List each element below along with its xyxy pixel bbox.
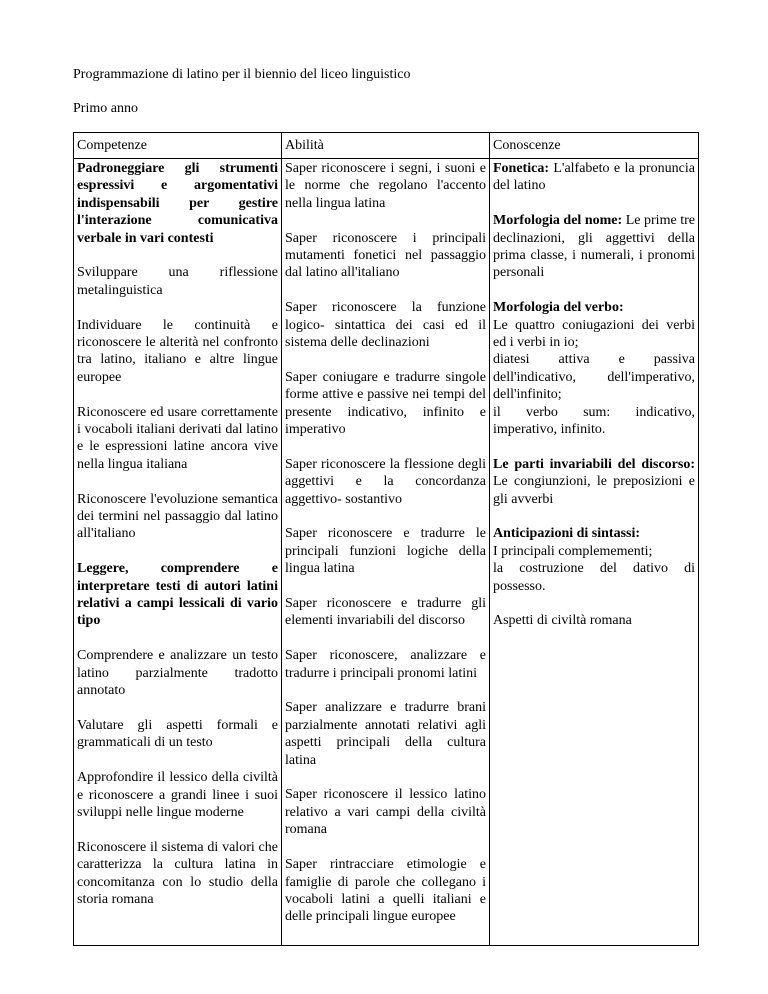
conoscenza-text: L'alfabeto e la pronuncia del latino xyxy=(493,161,695,194)
conoscenza-text: Le prime tre declinazioni, gli aggettivi della prima classe, i numerali, i pronomi personali xyxy=(493,213,695,281)
competenza-item: Padroneggiare gli strumenti espressivi e argomentativi indispensabili per gestire l'interazione comunicativa verbale in vari contesti xyxy=(77,161,278,246)
conoscenza-morfologia-nome xyxy=(493,212,695,282)
conoscenza-heading: Anticipazioni di sintassi: xyxy=(493,526,641,542)
conoscenza-text: Le congiunzioni, le preposizioni e gli avverbi xyxy=(493,474,695,507)
abilita-item: Saper riconoscere e tradurre le principali funzioni logiche della lingua latina xyxy=(285,526,486,577)
abilita-item: Saper analizzare e tradurre brani parzialmente annotati relativi agli aspetti principali della cultura latina xyxy=(285,700,486,768)
conoscenza-heading: Morfologia del verbo: xyxy=(493,300,624,316)
competenza-item: Riconoscere l'evoluzione semantica dei termini nel passaggio dal latino all'italiano xyxy=(77,491,278,542)
abilita-item: Saper riconoscere, analizzare e tradurre i principali pronomi latini xyxy=(285,648,486,681)
competenza-item: Riconoscere ed usare correttamente i vocaboli italiani derivati dal latino e le espressioni latine ancora vive nella lingua italiana xyxy=(77,404,278,472)
competenze-cell xyxy=(74,159,282,946)
conoscenza-line: diatesi attiva e passiva dell'indicativo, dell'imperativo, dell'infinito; xyxy=(493,352,695,403)
conoscenza-heading: Fonetica: xyxy=(493,161,549,176)
abilita-item: Saper riconoscere la funzione logico- sintattica dei casi ed il sistema delle declinazioni xyxy=(285,300,486,351)
header-conoscenze: Conoscenze xyxy=(490,133,699,159)
competenza-item: Leggere, comprendere e interpretare testi di autori latini relativi a campi lessicali di vario tipo xyxy=(77,561,278,629)
abilita-item: Saper riconoscere e tradurre gli elementi invariabili del discorso xyxy=(285,596,486,629)
curriculum-table xyxy=(73,132,699,946)
document-title: Programmazione di latino per il biennio del liceo linguistico xyxy=(73,67,411,82)
abilita-item: Saper rintracciare etimologie e famiglie di parole che collegano i vocaboli latini a quelli italiani e delle principali lingue europee xyxy=(285,857,486,925)
conoscenza-line: il verbo sum: indicativo, imperativo, infinito. xyxy=(493,404,695,438)
conoscenza-line: Le quattro coniugazioni dei verbi ed i verbi in io; xyxy=(493,317,695,351)
table-row xyxy=(74,159,699,946)
competenza-item: Approfondire il lessico della civiltà e riconoscere a grandi linee i suoi sviluppi nelle lingue moderne xyxy=(77,770,278,820)
conoscenza-heading: Le parti invariabili del discorso: xyxy=(493,456,695,472)
conoscenza-sintassi xyxy=(493,525,695,595)
header-abilita: Abilità xyxy=(282,133,490,159)
abilita-cell xyxy=(282,159,490,946)
competenza-item: Comprendere e analizzare un testo latino parzialmente tradotto annotato xyxy=(77,648,278,699)
abilita-item: Saper riconoscere la flessione degli aggettivi e la concordanza aggettivo- sostantivo xyxy=(285,456,486,507)
abilita-item: Saper riconoscere i segni, i suoni e le norme che regolano l'accento nella lingua latina xyxy=(285,161,486,211)
abilita-item: Saper riconoscere il lessico latino relativo a vari campi della civiltà romana xyxy=(285,787,486,838)
header-competenze: Competenze xyxy=(74,133,282,159)
conoscenza-heading: Morfologia del nome: xyxy=(493,213,623,229)
conoscenza-parti-invariabili xyxy=(493,456,695,508)
competenza-item: Riconoscere il sistema di valori che caratterizza la cultura latina in concomitanza con lo studio della storia romana xyxy=(77,839,278,907)
competenza-item: Valutare gli aspetti formali e grammaticali di un testo xyxy=(77,717,278,751)
conoscenza-line: I principali complemementi; xyxy=(493,543,653,559)
year-heading: Primo anno xyxy=(73,101,138,116)
conoscenza-civilta: Aspetti di civiltà romana xyxy=(493,613,632,629)
conoscenza-morfologia-verbo xyxy=(493,299,695,438)
competenza-item: Individuare le continuità e riconoscere le alterità nel confronto tra latino, italiano e altre lingue europee xyxy=(77,317,278,385)
conoscenza-fonetica xyxy=(493,160,695,195)
conoscenza-line: la costruzione del dativo di possesso. xyxy=(493,561,695,594)
abilita-item: Saper coniugare e tradurre singole forme attive e passive nei tempi del presente indicativo, infinito e imperativo xyxy=(285,369,486,438)
abilita-item: Saper riconoscere i principali mutamenti fonetici nel passaggio dal latino all'italiano xyxy=(285,230,486,281)
table-header-row xyxy=(74,133,699,159)
conoscenze-cell xyxy=(490,159,699,946)
competenza-item: Sviluppare una riflessione metalinguistica xyxy=(77,265,278,298)
